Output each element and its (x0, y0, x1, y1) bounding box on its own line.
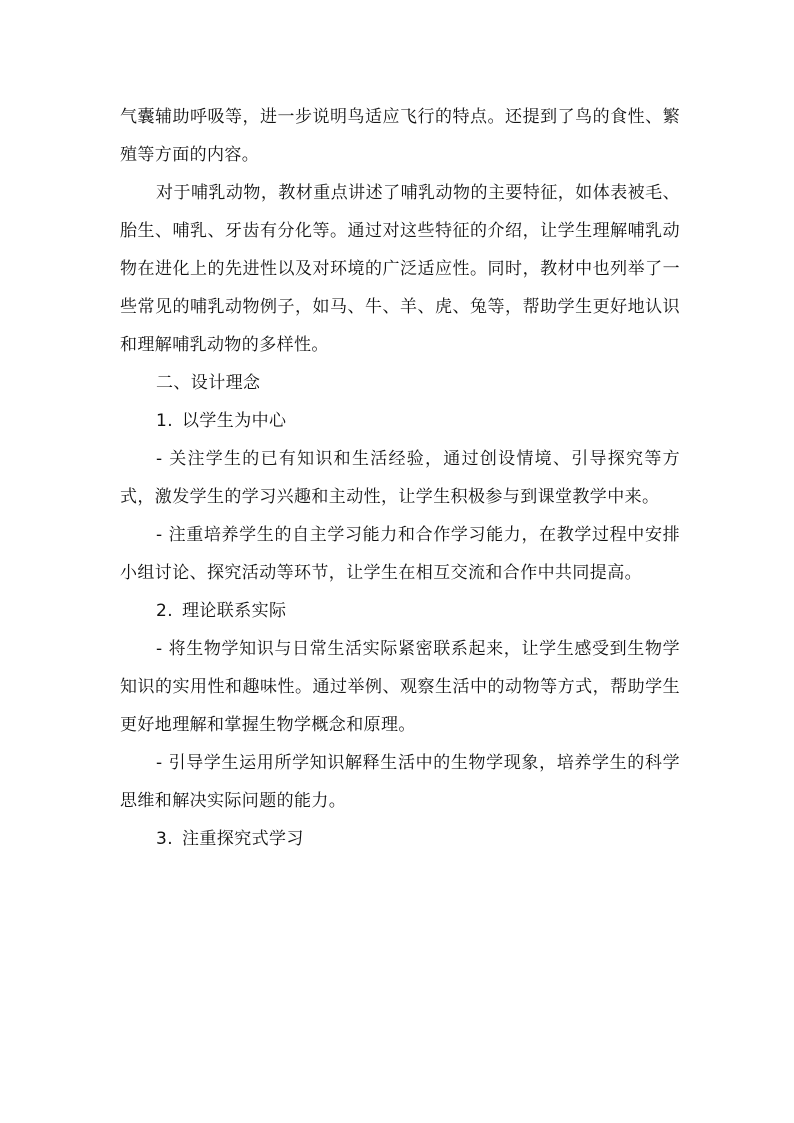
section-heading-design-concept: 二、设计理念 (156, 373, 261, 393)
subsection-heading-inquiry-learning (120, 820, 680, 858)
list-item-student-centered-1: - 关注学生的已有知识和生活经验，通过创设情境、引导探究等方式，激发学生的学习兴趣和主动性，让学生积极参与到课堂教学中来。 (120, 449, 680, 507)
subsection-title: 注重探究式学习 (182, 829, 304, 849)
list-item-theory-practice-1: - 将生物学知识与日常生活实际紧密联系起来，让学生感受到生物学知识的实用性和趣味性。通过举例、观察生活中的动物等方式，帮助学生更好地理解和掌握生物学概念和原理。 (120, 639, 680, 735)
subsection-heading-theory-practice (120, 592, 680, 630)
list-item-student-centered-2: - 注重培养学生的自主学习能力和合作学习能力，在教学过程中安排小组讨论、探究活动等环节，让学生在相互交流和合作中共同提高。 (120, 525, 680, 583)
paragraph-birds-continuation: 气囊辅助呼吸等，进一步说明鸟适应飞行的特点。还提到了鸟的食性、繁殖等方面的内容。 (120, 107, 680, 165)
subsection-heading-student-centered (120, 402, 680, 440)
list-item-theory-practice-2: - 引导学生运用所学知识解释生活中的生物学现象，培养学生的科学思维和解决实际问题的能力。 (120, 753, 680, 811)
subsection-title: 理论联系实际 (182, 601, 287, 621)
subsection-number: 1. (156, 411, 174, 431)
subsection-number: 2. (156, 601, 174, 621)
subsection-title: 以学生为中心 (182, 411, 287, 431)
document-body (120, 98, 680, 858)
subsection-number: 3. (156, 829, 174, 849)
paragraph-mammals: 对于哺乳动物，教材重点讲述了哺乳动物的主要特征，如体表被毛、胎生、哺乳、牙齿有分化等。通过对这些特征的介绍，让学生理解哺乳动物在进化上的先进性以及对环境的广泛适应性。同时，教材中也列举了一些常见的哺乳动物例子，如马、牛、羊、虎、兔等，帮助学生更好地认识和理解哺乳动物的多样性。 (120, 183, 680, 355)
